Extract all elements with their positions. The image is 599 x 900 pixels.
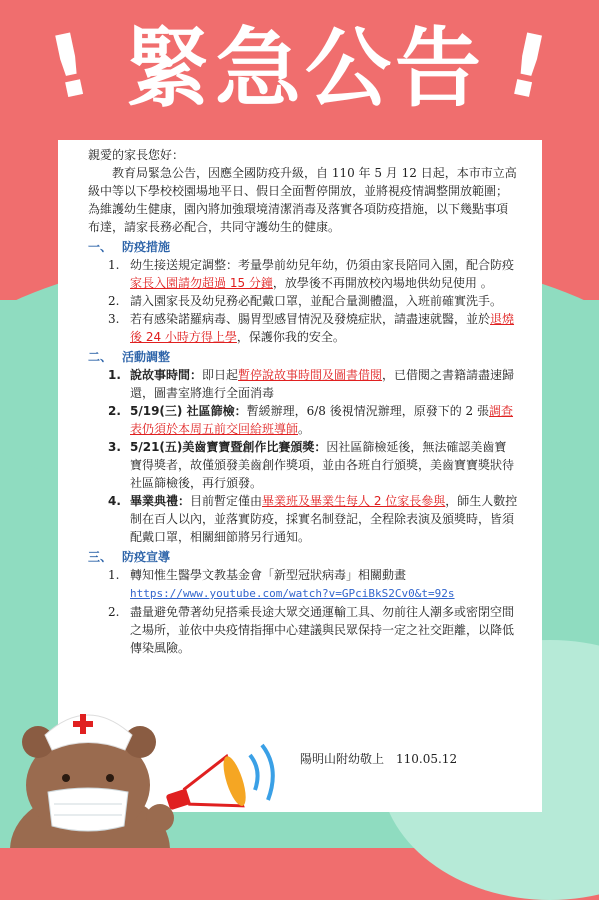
intro-paragraph: 教育局緊急公告，因應全國防疫升級，自 110 年 5 月 12 日起，本市市立高級中等以下學校校園場地平日、假日全面暫停開放，並將視疫情調整開放範圍；為維護幼生健康，園內將加強環境清潔消毒及落實各項防疫措施，以下幾點事項布達，請家長務必配合，共同守護幼生的健康。 xyxy=(88,166,517,234)
section-list xyxy=(88,566,518,657)
section-heading: 三、 防疫宣導 xyxy=(88,550,171,564)
list-item: 1. 轉知惟生醫學文教基金會「新型冠狀病毒」相關動畫 https://www.youtube.com/watch?v=GPciBkS2Cv0&t=92s xyxy=(108,568,455,600)
list-item: 4. 畢業典禮：目前暫定僅由畢業班及畢業生每人 2 位家長參與，師生人數控制在百人以內，並落實防疫，採實名制登記，全程除表演及頒獎時，皆須配戴口罩，相關細節將另行通知。 xyxy=(108,494,518,544)
page-title: 緊急公告 xyxy=(125,19,485,119)
list-item: 2. 請入園家長及幼兒務必配戴口罩，並配合量測體溫，入班前確實洗手。 xyxy=(108,294,503,308)
section-list xyxy=(88,256,518,346)
banner xyxy=(0,6,599,126)
list-item: 2. 5/19(三) 社區篩檢：暫緩辦理，6/8 後視情況辦理，原發下的 2 張調查表仍須於本周五前交回給班導師。 xyxy=(108,404,514,436)
video-link[interactable]: https://www.youtube.com/watch?v=GPciBkS2Cv0&t=92s xyxy=(130,587,455,600)
list-item: 1. 說故事時間：即日起暫停說故事時間及圖書借閱，已借閱之書籍請盡速歸還，圖書室將進行全面消毒 xyxy=(108,368,515,400)
exclamation-right-icon: ! xyxy=(498,14,558,120)
list-item: 3. 若有感染諾羅病毒、腸胃型感冒情況及發燒症狀，請盡速就醫，並於退燒後 24 小時方得上學，保護你我的安全。 xyxy=(108,312,515,344)
greeting: 親愛的家長您好： xyxy=(88,148,185,162)
exclamation-left-icon: ! xyxy=(40,14,100,120)
section-heading: 一、 防疫措施 xyxy=(88,240,171,254)
section-heading: 二、 活動調整 xyxy=(88,350,171,364)
signature: 陽明山附幼敬上 110.05.12 xyxy=(300,752,458,766)
list-item: 1. 幼生接送規定調整：考量學前幼兒年幼，仍須由家長陪同入園，配合防疫家長入園請勿超過 15 分鐘，放學後不再開放校內場地供幼兒使用 。 xyxy=(108,258,515,290)
list-item: 3. 5/21(五)美齒寶寶暨創作比賽頒獎：因社區篩檢延後，無法確認美齒寶寶得獎者，故僅頒發美齒創作獎項，並由各班自行頒獎，美齒寶寶獎狀待社區篩檢後，再行頒發。 xyxy=(108,440,515,490)
notice-content xyxy=(88,146,518,657)
list-item: 2. 盡量避免帶著幼兒搭乘長途大眾交通運輸工具、勿前往人潮多或密閉空間之場所，並依中央疫情指揮中心建議與民眾保持一定之社交距離，以降低傳染風險。 xyxy=(108,605,515,655)
section-list xyxy=(88,366,518,546)
bear-nurse-megaphone-icon xyxy=(0,700,290,848)
